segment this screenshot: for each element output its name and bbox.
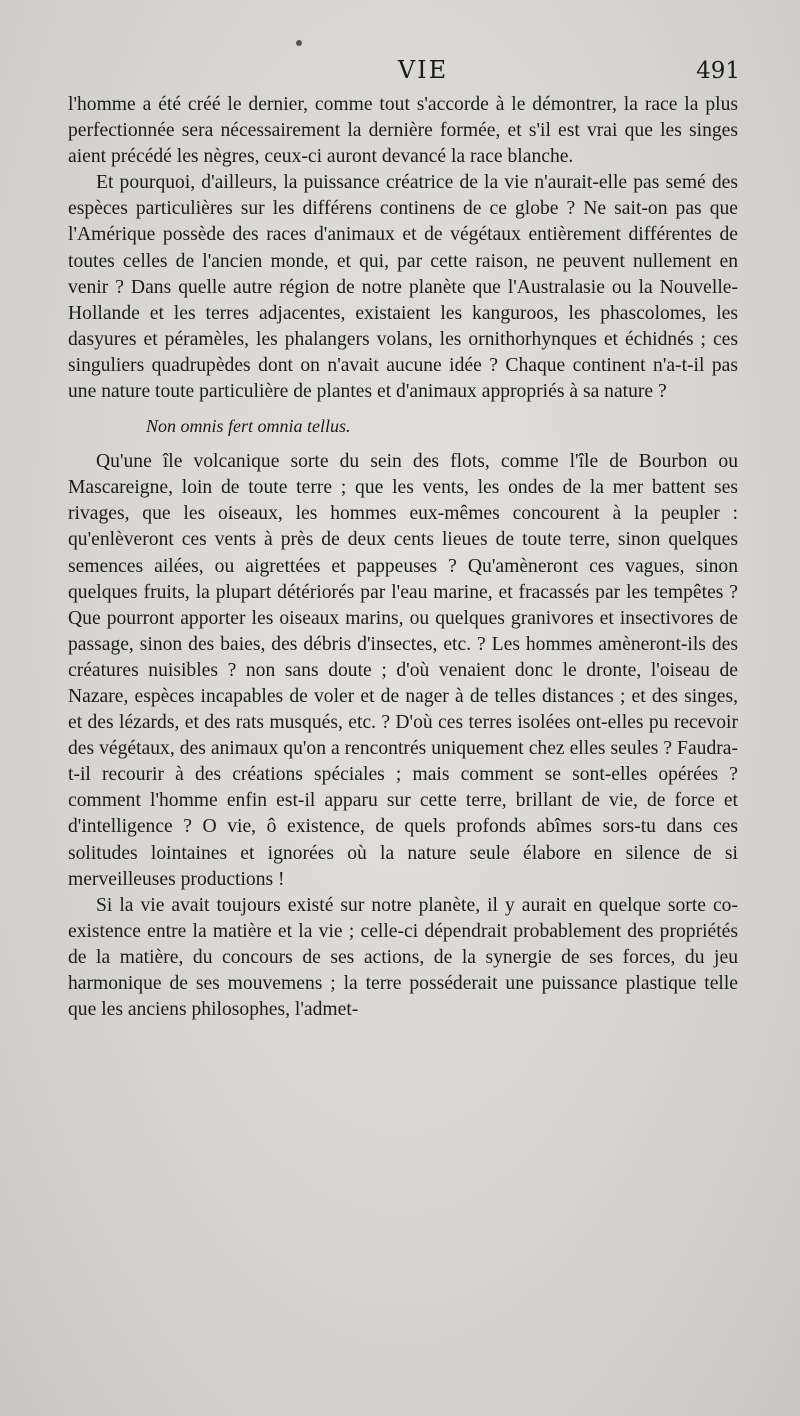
paragraph: Qu'une île volcanique sorte du sein des flots, comme l'île de Bourbon ou Mascareigne, loin de toute terre ; que les vents, les ondes de la mer battent ses rivages, que les oiseaux, les hommes eux-mêmes concourent à la peupler : qu'enlèveront ces vents à près de deux cents lieues de toute terre, sinon quelques semences ailées, ou aigrettées et pappeuses ? Qu'amèneront ces vagues, sinon quelques fruits, la plupart détériorés par l'eau marine, et fracassés par les tempêtes ? Que pourront apporter les oiseaux marins, ou quelques granivores et insectivores de passage, sinon des baies, des débris d'insectes, etc. ? Les hommes amèneront-ils des créatures nuisibles ? non sans doute ; d'où venaient donc le dronte, l'oiseau de Nazare, espèces incapables de voler et de nager à de telles distances ; et des singes, et des lézards, et des rats musqués, etc. ? D'où ces terres isolées ont-elles pu recevoir des végétaux, des animaux qu'on a rencontrés uniquement chez elles seules ? Faudra-t-il recourir à des créations spéciales ; mais comment se sont-elles opérées ? comment l'homme enfin est-il apparu sur cette terre, brillant de vie, de force et d'intelligence ? O vie, ô existence, de quels profonds abîmes sors-tu dans ces solitudes lointaines et ignorées où la nature seule élabore en silence de si merveilleuses productions ! bbox=[68, 451, 738, 890]
latin-epigraph: Non omnis fert omnia tellus. bbox=[146, 416, 351, 437]
printer-ornament-dot bbox=[296, 40, 302, 46]
page-header bbox=[68, 56, 738, 92]
running-title: VIE bbox=[397, 56, 449, 84]
page-number: 491 bbox=[696, 58, 740, 84]
paragraph: Et pourquoi, d'ailleurs, la puissance créatrice de la vie n'aurait-elle pas semé des espèces particulières sur les différens continens de ce globe ? Ne sait-on pas que l'Amérique possède des races d'animaux et de végétaux entièrement différentes de toutes celles de l'ancien monde, et qui, par cette raison, ne peuvent nullement en venir ? Dans quelle autre région de notre planète que l'Australasie ou la Nouvelle-Hollande et les terres adjacentes, existaient les kanguroos, les phascolomes, les dasyures et péramèles, les phalangers volans, les ornithorhynques et échidnés ; ces singuliers quadrupèdes dont on n'avait aucune idée ? Chaque continent n'a-t-il pas une nature toute particulière de plantes et d'animaux appropriés à sa nature ? bbox=[68, 172, 738, 403]
book-page bbox=[68, 56, 738, 1023]
paragraph: Si la vie avait toujours existé sur notre planète, il y aurait en quelque sorte co-existence entre la matière et la vie ; celle-ci dépendrait probablement des propriétés de la matière, du concours de ses actions, de la synergie de ses forces, du jeu harmonique de ses mouvemens ; la terre posséderait une puissance plastique telle que les anciens philosophes, l'admet- bbox=[68, 894, 738, 1021]
paragraph-continued: l'homme a été créé le dernier, comme tout s'accorde à le démontrer, la race la plus perfectionnée sera nécessairement la dernière formée, et s'il est vrai que les singes aient précédé les nègres, ceux-ci auront devancé la race blanche. bbox=[68, 94, 738, 168]
body-text bbox=[68, 92, 738, 1023]
